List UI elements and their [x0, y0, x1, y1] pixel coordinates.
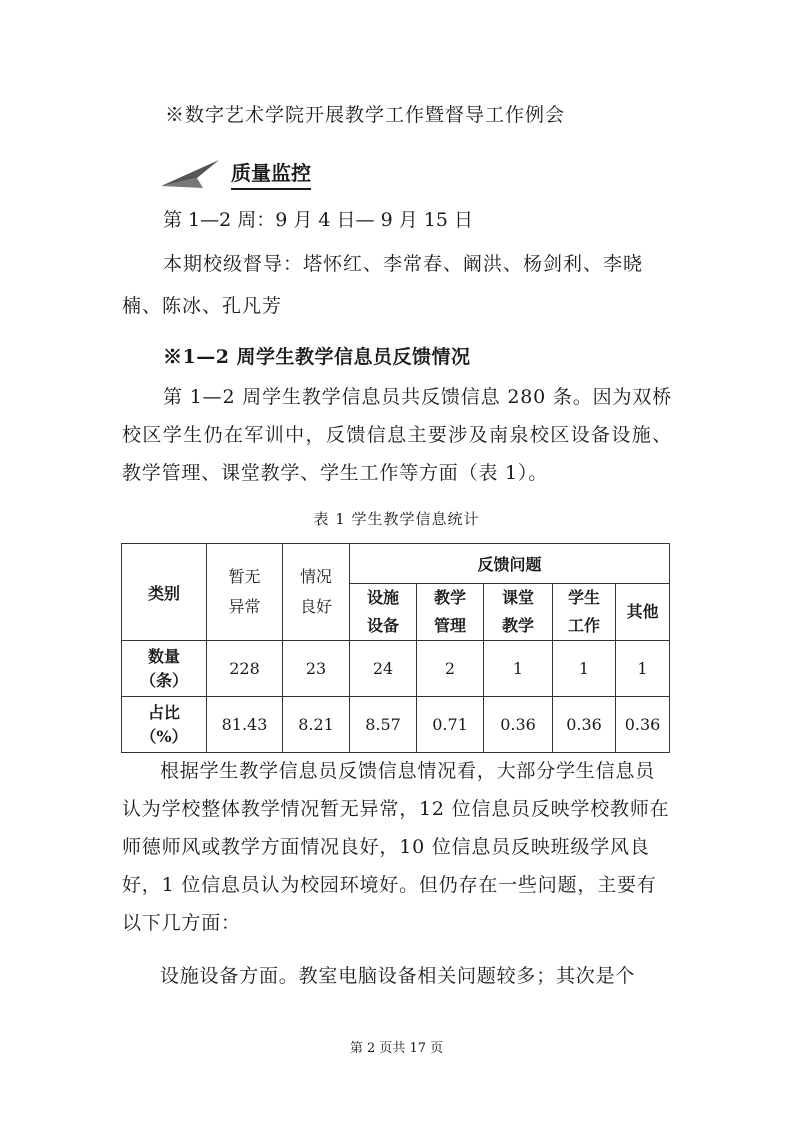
row-label-ratio: 占比（%）: [122, 697, 207, 753]
quality-monitoring-label: 质量监控: [231, 160, 311, 190]
section-heading: ※1—2 周学生教学信息员反馈情况: [163, 346, 471, 368]
meeting-title: ※数字艺术学院开展教学工作暨督导工作例会: [165, 104, 566, 126]
table-cell: 1: [616, 641, 670, 697]
table-cell: 0.36: [484, 697, 553, 753]
paragraph-analysis: 根据学生教学信息员反馈信息情况看，大部分学生信息员认为学校整体教学情况暂无异常，12 位信息员反映学校教师在师德师风或教学方面情况良好，10 位信息员反映班级学风良好，1 位信息员认为校园环境好。但仍存在一些问题，主要有以下几方面：: [122, 760, 670, 934]
table-cell: 1: [553, 641, 616, 697]
table-cell: 1: [484, 641, 553, 697]
table-cell: 8.57: [350, 697, 417, 753]
header-feedback-issues: 反馈问题: [350, 544, 670, 584]
table-cell: 2: [417, 641, 484, 697]
table-cell: 0.36: [553, 697, 616, 753]
header-classroom: 课堂教学: [484, 584, 553, 641]
quality-monitoring-heading: [161, 158, 376, 194]
supervisors-line-1: 本期校级督导：塔怀红、李常春、阚洪、杨剑利、李晓: [163, 253, 644, 275]
table-cell: 0.71: [417, 697, 484, 753]
header-good: 情况良好: [283, 544, 350, 641]
header-no-abnormal: 暂无异常: [207, 544, 283, 641]
header-facilities: 设施设备: [350, 584, 417, 641]
table-cell: 228: [207, 641, 283, 697]
feedback-stats-table: [121, 543, 670, 753]
supervisors-line-2: 楠、陈冰、孔凡芳: [122, 295, 283, 317]
period-line: 第 1—2 周：9 月 4 日— 9 月 15 日: [163, 209, 473, 231]
table-caption: 表 1 学生教学信息统计: [313, 510, 480, 528]
table-cell: 23: [283, 641, 350, 697]
table-cell: 81.43: [207, 697, 283, 753]
page-footer: 第 2 页共 17 页: [349, 1041, 444, 1056]
paragraph-feedback-summary: 第 1—2 周学生教学信息员共反馈信息 280 条。因为双桥校区学生仍在军训中，反馈信息主要涉及南泉校区设备设施、教学管理、课堂教学、学生工作等方面（表 1）。: [122, 386, 672, 484]
table-cell: 0.36: [616, 697, 670, 753]
paragraph-facilities: 设施设备方面。教室电脑设备相关问题较多；其次是个: [160, 965, 636, 987]
header-student-work: 学生工作: [553, 584, 616, 641]
header-other: 其他: [616, 584, 670, 641]
table-cell: 8.21: [283, 697, 350, 753]
paper-plane-icon: [161, 158, 223, 194]
header-category: 类别: [122, 544, 207, 641]
row-label-count: 数量（条）: [122, 641, 207, 697]
table-cell: 24: [350, 641, 417, 697]
header-teaching-mgmt: 教学管理: [417, 584, 484, 641]
